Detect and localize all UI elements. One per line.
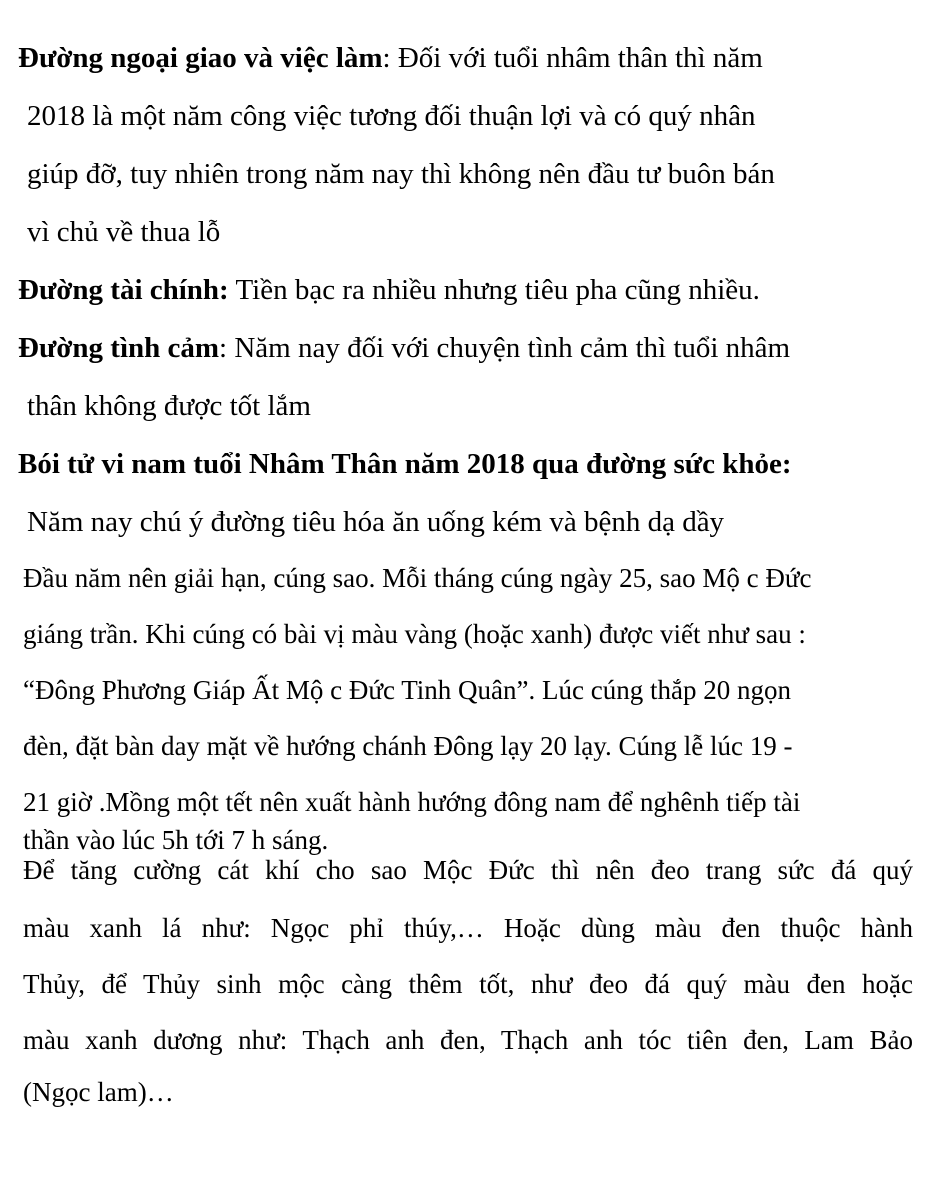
text-cung-sao-1: Đầu năm nên giải hạn, cúng sao. Mỗi tháng cúng ngày 25, sao Mộ c Đức	[23, 563, 812, 593]
text-ngoai-giao-3: giúp đỡ, tuy nhiên trong năm nay thì không nên đầu tư buôn bán	[27, 158, 775, 190]
text-cung-sao-6: thần vào lúc 5h tới 7 h sáng.	[23, 825, 329, 855]
heading-suc-khoe: Bói tử vi nam tuổi Nhâm Thân năm 2018 qua đường sức khỏe:	[18, 448, 792, 480]
text-ngoai-giao-4: vì chủ về thua lỗ	[27, 216, 221, 248]
text-trang-suc-4: màu xanh dương như: Thạch anh đen, Thạch anh tóc tiên đen, Lam Bảo	[23, 1025, 913, 1055]
text-cung-sao-5: 21 giờ .Mồng một tết nên xuất hành hướng đông nam để nghênh tiếp tài	[23, 787, 801, 817]
text-trang-suc-5: (Ngọc lam)…	[23, 1077, 174, 1107]
text-tinh-cam-2: thân không được tốt lắm	[27, 390, 311, 422]
separator-colon: :	[382, 42, 391, 74]
paragraph-ngoai-giao-line-1	[18, 40, 763, 76]
text-trang-suc-2: màu xanh lá như: Ngọc phỉ thúy,… Hoặc dùng màu đen thuộc hành	[23, 913, 913, 943]
text-cung-sao-3: “Đông Phương Giáp Ất Mộ c Đức Tinh Quân”. Lúc cúng thắp 20 ngọn	[23, 675, 791, 705]
text-suc-khoe-1: Năm nay chú ý đường tiêu hóa ăn uống kém và bệnh dạ dầy	[27, 506, 725, 538]
text-trang-suc-1: Để tăng cường cát khí cho sao Mộc Đức thì nên đeo trang sức đá quý	[23, 855, 913, 885]
heading-tinh-cam: Đường tình cảm	[18, 332, 220, 364]
text-cung-sao-4: đèn, đặt bàn day mặt về hướng chánh Đông lạy 20 lạy. Cúng lễ lúc 19 -	[23, 731, 793, 761]
paragraph-tinh-cam-line-1	[18, 330, 790, 366]
text-trang-suc-3: Thủy, để Thủy sinh mộc càng thêm tốt, như đeo đá quý màu đen hoặc	[23, 969, 913, 999]
heading-tai-chinh: Đường tài chính:	[18, 274, 229, 306]
text-ngoai-giao-1: Đối với tuổi nhâm thân thì năm	[390, 42, 763, 74]
paragraph-tai-chinh	[18, 272, 760, 308]
text-tai-chinh: Tiền bạc ra nhiều nhưng tiêu pha cũng nhiều.	[228, 274, 760, 306]
text-tinh-cam-1: : Năm nay đối với chuyện tình cảm thì tuổi nhâm	[219, 332, 791, 364]
text-cung-sao-2: giáng trần. Khi cúng có bài vị màu vàng (hoặc xanh) được viết như sau :	[23, 619, 806, 649]
text-ngoai-giao-2: 2018 là một năm công việc tương đối thuận lợi và có quý nhân	[27, 100, 756, 132]
heading-ngoai-giao: Đường ngoại giao và việc làm	[18, 42, 383, 74]
